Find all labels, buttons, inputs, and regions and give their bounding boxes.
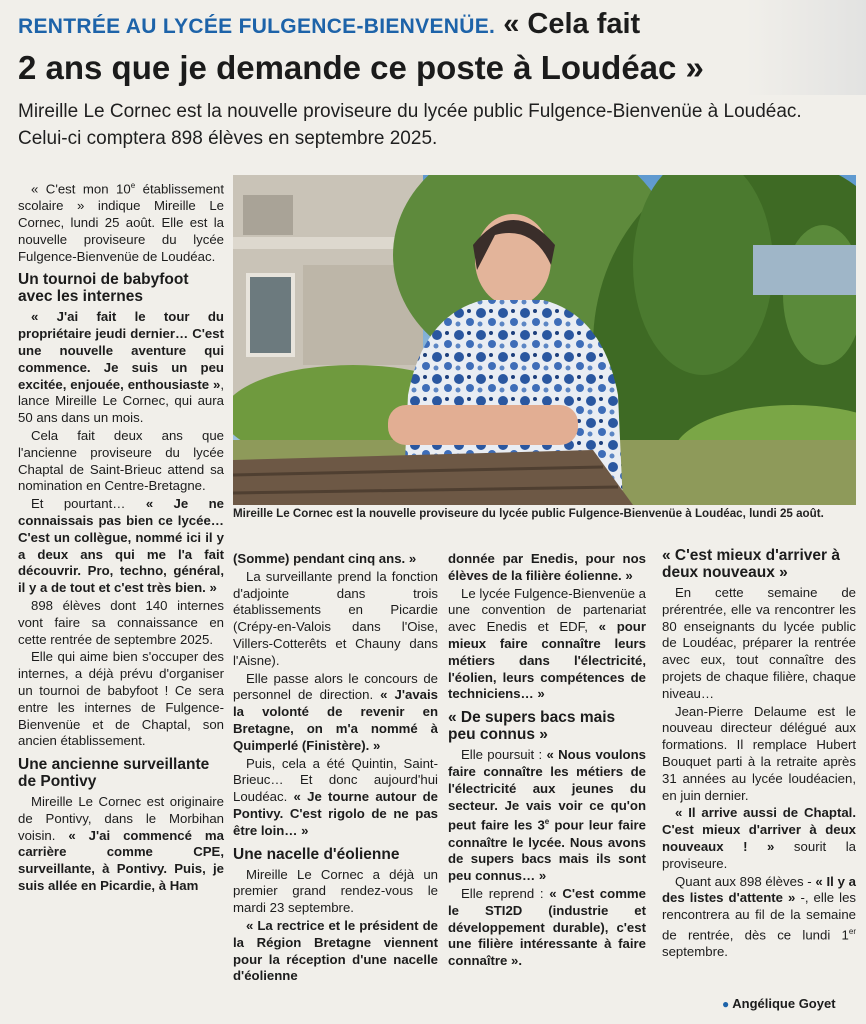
paragraph: « Il arrive aussi de Chaptal. C'est mieux d'arriver à deux nouveaux ! » sourit la proviseure. bbox=[662, 805, 856, 871]
paragraph: 898 élèves dont 140 internes vont faire sa connaissance en cette rentrée de septembre 2025. bbox=[18, 597, 224, 647]
subheading-deux-nouveaux: « C'est mieux d'arriver à deux nouveaux » bbox=[662, 547, 840, 581]
subheading-surveillante: Une ancienne surveillante de Pontivy bbox=[18, 756, 210, 791]
subheading-supers-bacs: « De supers bacs mais peu connus » bbox=[448, 709, 616, 744]
paragraph: Elle poursuit : « Nous voulons faire connaître les métiers de l'électricité aux jeunes du secteur. Je vais voir ce qu'on peut faire les 3e pour leur faire connaître le lycée. Nous avons de supers bacs mais ils sont peu connus… » bbox=[448, 747, 647, 884]
paragraph: Elle qui aime bien s'occuper des internes, a déjà prévu d'organiser un tournoi de babyfoot ! Ce sera entre les internes de Fulgence-Bienvenüe et de Chaptal, son ancien établissement. bbox=[18, 649, 224, 749]
paragraph: « La rectrice et le président de la Région Bretagne viennent pour la réception d'une nacelle d'éolienne bbox=[233, 917, 438, 984]
subheading-babyfoot: Un tournoi de babyfoot avec les internes bbox=[18, 271, 189, 306]
paragraph: (Somme) pendant cinq ans. » bbox=[233, 551, 417, 566]
headline-part-1: « Cela fait bbox=[503, 8, 641, 40]
paragraph: Puis, cela a été Quintin, Saint-Brieuc… Et donc aujourd'hui Loudéac. « Je tourne autour de Pontivy. C'est rigolo de ne pas être loin… » bbox=[233, 755, 438, 838]
paragraph: donnée par Enedis, pour nos élèves de la filière éolienne. » bbox=[448, 551, 646, 583]
paragraph: « C'est mon 10e établissement scolaire » indique Mireille Le Cornec, lundi 25 août. Elle est la nouvelle proviseure du lycée Fulgence-Bienvenüe de Loudéac. bbox=[18, 181, 224, 264]
lede: Mireille Le Cornec est la nouvelle proviseure du lycée public Fulgence-Bienvenüe à Loudéac. Celui-ci comptera 898 élèves en septembre 2025. bbox=[18, 101, 802, 149]
subheading-nacelle: Une nacelle d'éolienne bbox=[233, 845, 400, 863]
column-1 bbox=[18, 178, 224, 896]
bullet-icon: ● bbox=[722, 997, 730, 1011]
article-photo bbox=[233, 175, 856, 505]
paragraph: Elle passe alors le concours de personnel de direction. « J'avais la volonté de revenir en Bretagne, on m'a nommé à Quimperlé (Finistère). » bbox=[233, 670, 438, 753]
paragraph: Quant aux 898 élèves - « Il y a des listes d'attente » -, elle les rencontrera au fil de la semaine de rentrée, dès ce lundi 1er septembre. bbox=[662, 873, 857, 960]
column-2 bbox=[233, 551, 438, 986]
paragraph: Jean-Pierre Delaume est le nouveau directeur délégué aux formations. Il remplace Hubert Bouquet parti à la retraite après 31 années au lycée loudéacien, en juin dernier. bbox=[662, 703, 856, 803]
paragraph: Mireille Le Cornec est originaire de Pontivy, dans le Morbihan voisin. « J'ai commencé ma carrière comme CPE, surveillante, à Pontivy. Puis, je suis allée en Picardie, à Ham bbox=[18, 794, 224, 894]
author-name: Angélique Goyet bbox=[732, 996, 836, 1011]
paragraph: Mireille Le Cornec a déjà un premier grand rendez-vous le mardi 23 septembre. bbox=[233, 866, 438, 916]
paragraph: En cette semaine de prérentrée, elle va rencontrer les 80 enseignants du lycée public de Loudéac, préparer la rentrée avec eux, tout connaître des projets de chaque filière, chaque niveau… bbox=[662, 585, 856, 701]
paragraph: Le lycée Fulgence-Bienvenüe a une convention de partenariat avec Enedis et EDF, « pour mieux faire connaître leurs métiers dans l'électricité, l'éolien, leurs compétences de techniciens… » bbox=[448, 585, 646, 702]
photo-illustration bbox=[233, 175, 856, 505]
byline bbox=[722, 996, 836, 1011]
paragraph: Et pourtant… « Je ne connaissais pas bien ce lycée… C'est un collègue, nommé ici il y a deux ans qui me l'a fait découvrir. Pro, techno, général, il y a de tout et c'est très bien. » bbox=[18, 496, 224, 596]
photo-caption: Mireille Le Cornec est la nouvelle proviseure du lycée public Fulgence-Bienvenüe à Loudéac, lundi 25 août. bbox=[233, 507, 824, 520]
headline-line-1 bbox=[18, 8, 848, 43]
paragraph: Elle reprend : « C'est comme le STI2D (industrie et développement durable), c'est une filière intéressante à faire connaître ». bbox=[448, 885, 646, 969]
column-4 bbox=[662, 547, 856, 962]
headline-line-2: 2 ans que je demande ce poste à Loudéac » bbox=[18, 49, 704, 86]
paragraph: « J'ai fait le tour du propriétaire jeudi dernier… C'est une nouvelle aventure qui commence. Je suis un peu excitée, enjouée, enthousiaste », lance Mireille Le Cornec, qui aura 50 ans dans un mois. bbox=[18, 309, 224, 426]
column-3 bbox=[448, 551, 646, 971]
paragraph: La surveillante prend la fonction d'adjointe dans trois établissements en Picardie (Crépy-en-Valois dans l'Oise, Villers-Cotterêts et Chauny dans l'Aisne). bbox=[233, 568, 438, 668]
kicker: RENTRÉE AU LYCÉE FULGENCE-BIENVENÜE. bbox=[18, 15, 496, 38]
paragraph: Cela fait deux ans que l'ancienne proviseure du lycée Chaptal de Saint-Brieuc attend sa nomination en Centre-Bretagne. bbox=[18, 427, 224, 494]
